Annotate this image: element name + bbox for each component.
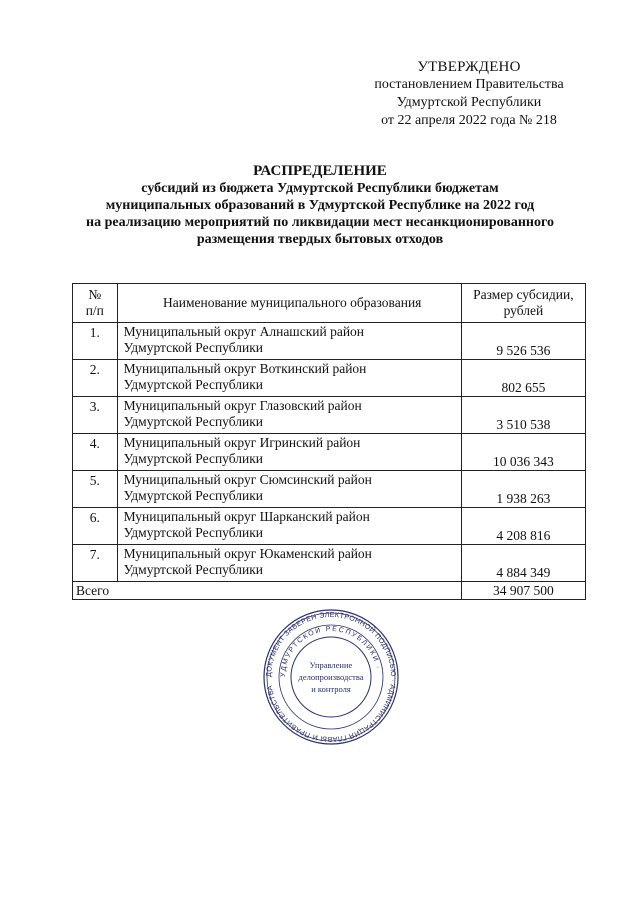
- stamp-inner-text: УДМУРТСКОЙ РЕСПУБЛИКИ ·: [279, 625, 382, 678]
- row-name-line-2: Удмуртской Республики: [123, 525, 264, 540]
- approval-line-2: Удмуртской Республики: [396, 95, 542, 110]
- row-name-line-2: Удмуртской Республики: [123, 451, 264, 466]
- row-name-line-1: Муниципальный округ Сюмсинский район: [123, 472, 372, 487]
- stamp-outer-text: ДОКУМЕНТ ЗАВЕРЕН ЭЛЕКТРОННОЙ ПОДПИСЬЮ · АДМИНИСТРАЦИЯ ГЛАВЫ И ПРАВИТЕЛЬСТВА: [263, 609, 399, 745]
- header-number-line-1: №: [88, 287, 102, 302]
- row-amount: 9 526 536: [461, 323, 585, 360]
- row-number: 3.: [73, 397, 118, 434]
- distribution-table: [72, 283, 586, 600]
- title-main: РАСПРЕДЕЛЕНИЕ: [253, 163, 387, 179]
- table-row: [73, 397, 586, 434]
- row-number: 2.: [73, 360, 118, 397]
- row-amount: 4 884 349: [461, 545, 585, 582]
- row-number: 5.: [73, 471, 118, 508]
- row-name-line-1: Муниципальный округ Воткинский район: [123, 361, 367, 376]
- row-name: [117, 360, 461, 397]
- row-name-line-1: Муниципальный округ Игринский район: [123, 435, 361, 450]
- stamp-center-line-2: делопроизводства: [298, 672, 364, 682]
- row-name: [117, 434, 461, 471]
- row-name: [117, 508, 461, 545]
- row-name-line-1: Муниципальный округ Юкаменский район: [123, 546, 372, 561]
- table-row: [73, 323, 586, 360]
- stamp-center-line-3: и контроля: [311, 684, 351, 694]
- table-header-row: [73, 284, 586, 323]
- header-amount: [461, 284, 585, 323]
- row-number: 6.: [73, 508, 118, 545]
- official-stamp: [262, 608, 400, 746]
- row-name-line-2: Удмуртской Республики: [123, 340, 264, 355]
- stamp-center-line-1: Управление: [309, 660, 353, 670]
- row-name-line-2: Удмуртской Республики: [123, 414, 264, 429]
- document-title: [60, 163, 580, 248]
- row-amount: 10 036 343: [461, 434, 585, 471]
- row-name-line-2: Удмуртской Республики: [123, 562, 264, 577]
- title-line-1: субсидий из бюджета Удмуртской Республики бюджетам: [141, 181, 499, 196]
- table-row: [73, 545, 586, 582]
- title-line-2: муниципальных образований в Удмуртской Республике на 2022 год: [105, 198, 535, 213]
- row-name-line-1: Муниципальный округ Шарканский район: [123, 509, 370, 524]
- header-name: Наименование муниципального образования: [117, 284, 461, 323]
- title-line-4: размещения твердых бытовых отходов: [196, 232, 444, 247]
- title-line-3: на реализацию мероприятий по ликвидации мест несанкционированного: [86, 215, 554, 230]
- table-row: [73, 471, 586, 508]
- approval-line-3: от 22 апреля 2022 года № 218: [381, 113, 557, 128]
- total-label: Всего: [73, 582, 462, 600]
- table-row: [73, 360, 586, 397]
- row-name-line-1: Муниципальный округ Алнашский район: [123, 324, 365, 339]
- row-amount: 4 208 816: [461, 508, 585, 545]
- row-amount: 802 655: [461, 360, 585, 397]
- stamp-seal-icon: [262, 608, 400, 746]
- header-number-line-2: п/п: [85, 303, 104, 318]
- header-amount-line-1: Размер субсидии,: [473, 287, 574, 302]
- row-name-line-2: Удмуртской Республики: [123, 488, 264, 503]
- header-number: [73, 284, 118, 323]
- table-row: [73, 434, 586, 471]
- row-name-line-2: Удмуртской Республики: [123, 377, 264, 392]
- approval-heading: УТВЕРЖДЕНО: [417, 59, 521, 75]
- table-row: [73, 508, 586, 545]
- row-name: [117, 545, 461, 582]
- row-amount: 3 510 538: [461, 397, 585, 434]
- row-number: 1.: [73, 323, 118, 360]
- row-amount: 1 938 263: [461, 471, 585, 508]
- row-name: [117, 323, 461, 360]
- row-number: 4.: [73, 434, 118, 471]
- row-name: [117, 471, 461, 508]
- total-row: [73, 582, 586, 600]
- row-number: 7.: [73, 545, 118, 582]
- total-amount: 34 907 500: [461, 582, 585, 600]
- row-name: [117, 397, 461, 434]
- row-name-line-1: Муниципальный округ Глазовский район: [123, 398, 362, 413]
- approval-block: [360, 58, 578, 130]
- header-amount-line-2: рублей: [503, 303, 544, 318]
- approval-line-1: постановлением Правительства: [374, 77, 564, 92]
